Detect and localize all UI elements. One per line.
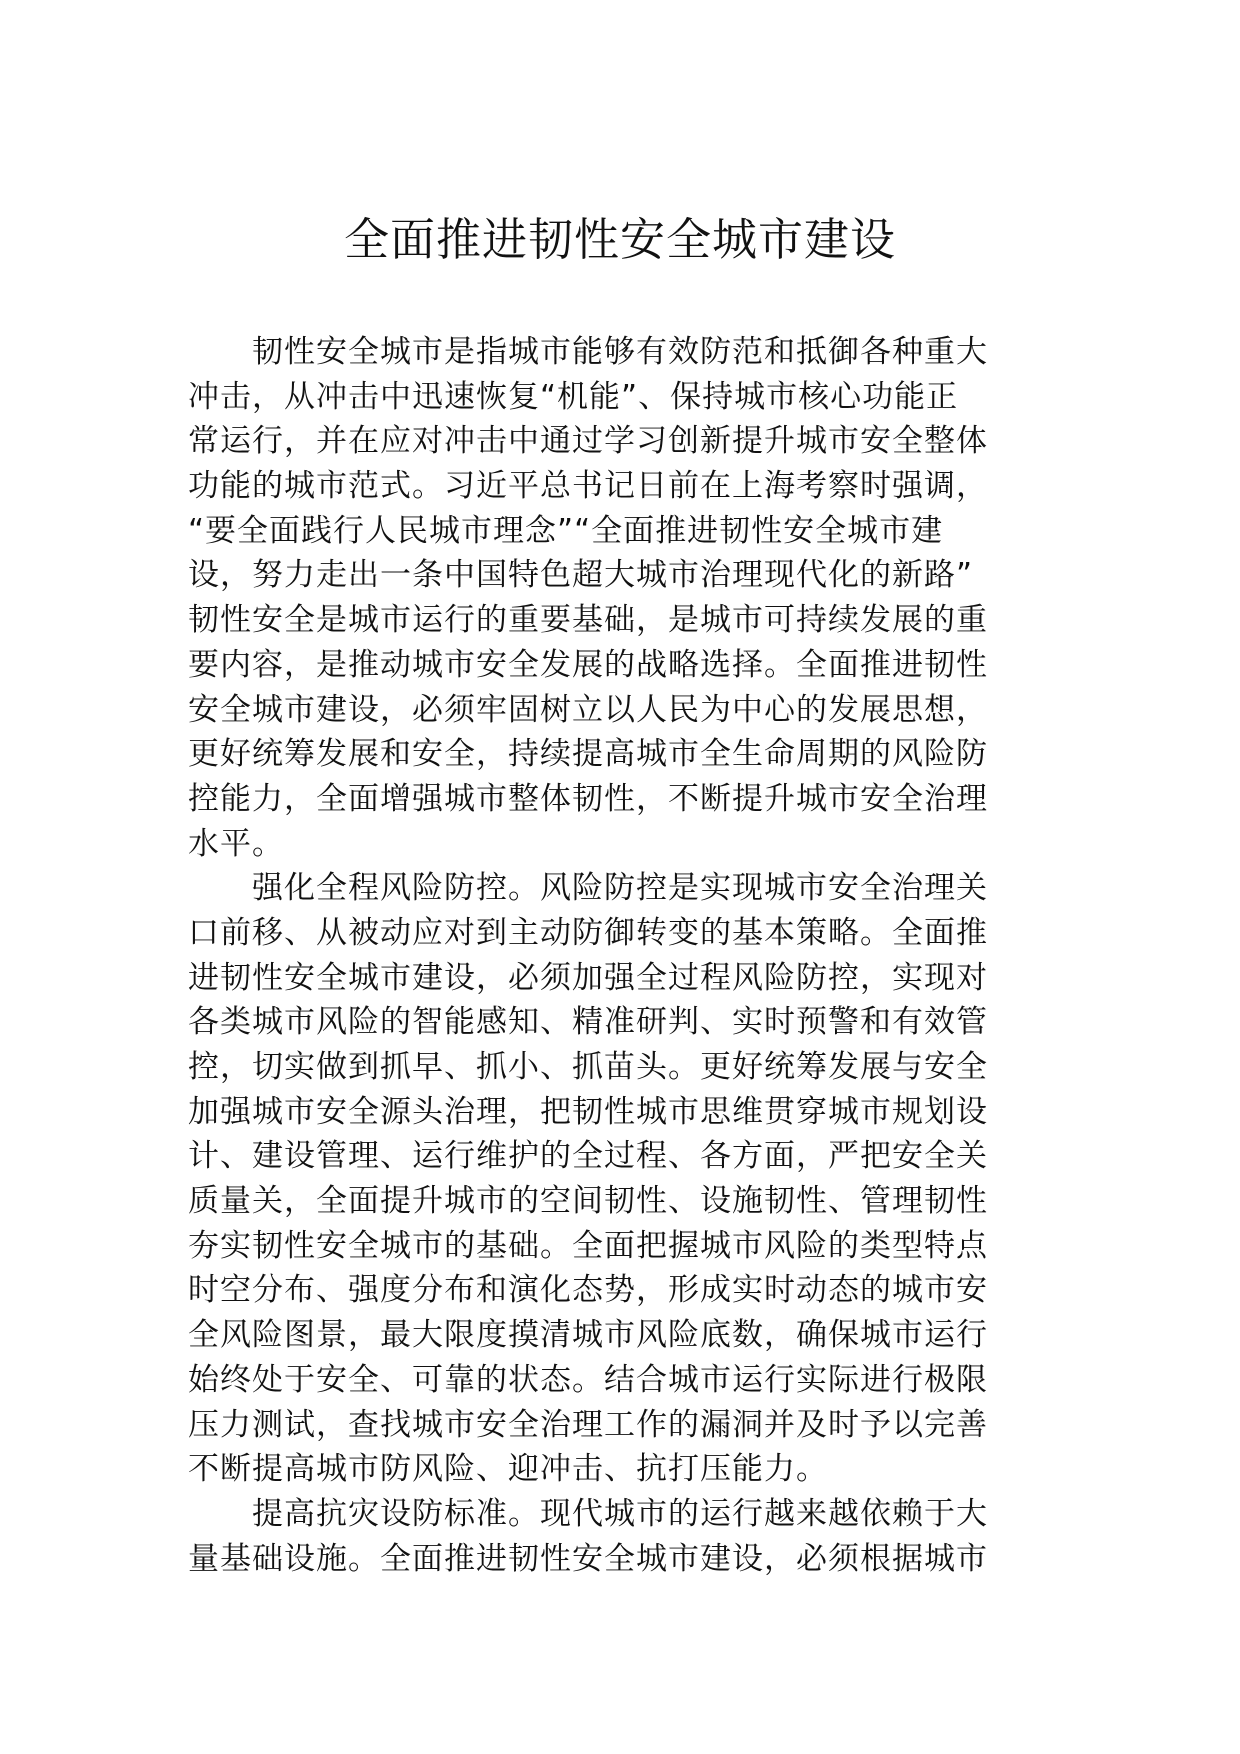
text-line: 提高抗灾设防标准。现代城市的运行越来越依赖于大: [188, 1495, 988, 1532]
text-line: 控能力，全面增强城市整体韧性，不断提升城市安全治理: [188, 780, 988, 817]
text-line: 全风险图景，最大限度摸清城市风险底数，确保城市运行: [188, 1317, 988, 1354]
paragraph-intro: [188, 330, 1058, 866]
text-line: 夯实韧性安全城市的基础。全面把握城市风险的类型特点: [188, 1227, 988, 1264]
text-line: 韧性安全是城市运行的重要基础，是城市可持续发展的重: [188, 602, 988, 639]
document-title: 全面推进韧性安全城市建设: [343, 213, 896, 266]
text-line: 冲击，从冲击中迅速恢复“机能”、保持城市核心功能正: [188, 378, 959, 415]
text-line: 压力测试，查找城市安全治理工作的漏洞并及时予以完善: [188, 1406, 988, 1443]
text-line: 时空分布、强度分布和演化态势，形成实时动态的城市安: [188, 1272, 988, 1309]
text-line: 安全城市建设，必须牢固树立以人民为中心的发展思想，: [188, 691, 988, 728]
text-line: 设，努力走出一条中国特色超大城市治理现代化的新路”: [188, 557, 974, 594]
text-line: 要内容，是推动城市安全发展的战略选择。全面推进韧性: [188, 646, 988, 683]
text-line: 更好统筹发展和安全，持续提高城市全生命周期的风险防: [188, 736, 988, 773]
text-line: 量基础设施。全面推进韧性安全城市建设，必须根据城市: [188, 1540, 988, 1577]
text-line: 功能的城市范式。习近平总书记日前在上海考察时强调，: [188, 468, 988, 505]
text-line: 各类城市风险的智能感知、精准研判、实时预警和有效管: [188, 1004, 988, 1041]
text-line: 不断提高城市防风险、迎冲击、抗打压能力。: [188, 1451, 828, 1488]
text-line: 水平。: [188, 825, 284, 862]
text-line: 强化全程风险防控。风险防控是实现城市安全治理关: [188, 870, 988, 907]
text-line: 进韧性安全城市建设，必须加强全过程风险防控，实现对: [188, 959, 988, 996]
text-line: 加强城市安全源头治理，把韧性城市思维贯穿城市规划设: [188, 1093, 988, 1130]
text-line: 常运行，并在应对冲击中通过学习创新提升城市安全整体: [188, 423, 988, 460]
text-line: 计、建设管理、运行维护的全过程、各方面，严把安全关: [188, 1138, 988, 1175]
text-line: 韧性安全城市是指城市能够有效防范和抵御各种重大: [188, 334, 988, 370]
paragraph-disaster-standards: [188, 1492, 1058, 1581]
text-line: 始终处于安全、可靠的状态。结合城市运行实际进行极限: [188, 1361, 988, 1398]
text-line: 控，切实做到抓早、抓小、抓苗头。更好统筹发展与安全: [188, 1049, 988, 1085]
text-line: 口前移、从被动应对到主动防御转变的基本策略。全面推: [188, 914, 988, 951]
document-body: [188, 330, 1058, 1581]
text-line: “要全面践行人民城市理念”“全面推进韧性安全城市建: [188, 512, 944, 549]
paragraph-risk-control: [188, 866, 1058, 1492]
text-line: 质量关，全面提升城市的空间韧性、设施韧性、管理韧性: [188, 1183, 988, 1220]
